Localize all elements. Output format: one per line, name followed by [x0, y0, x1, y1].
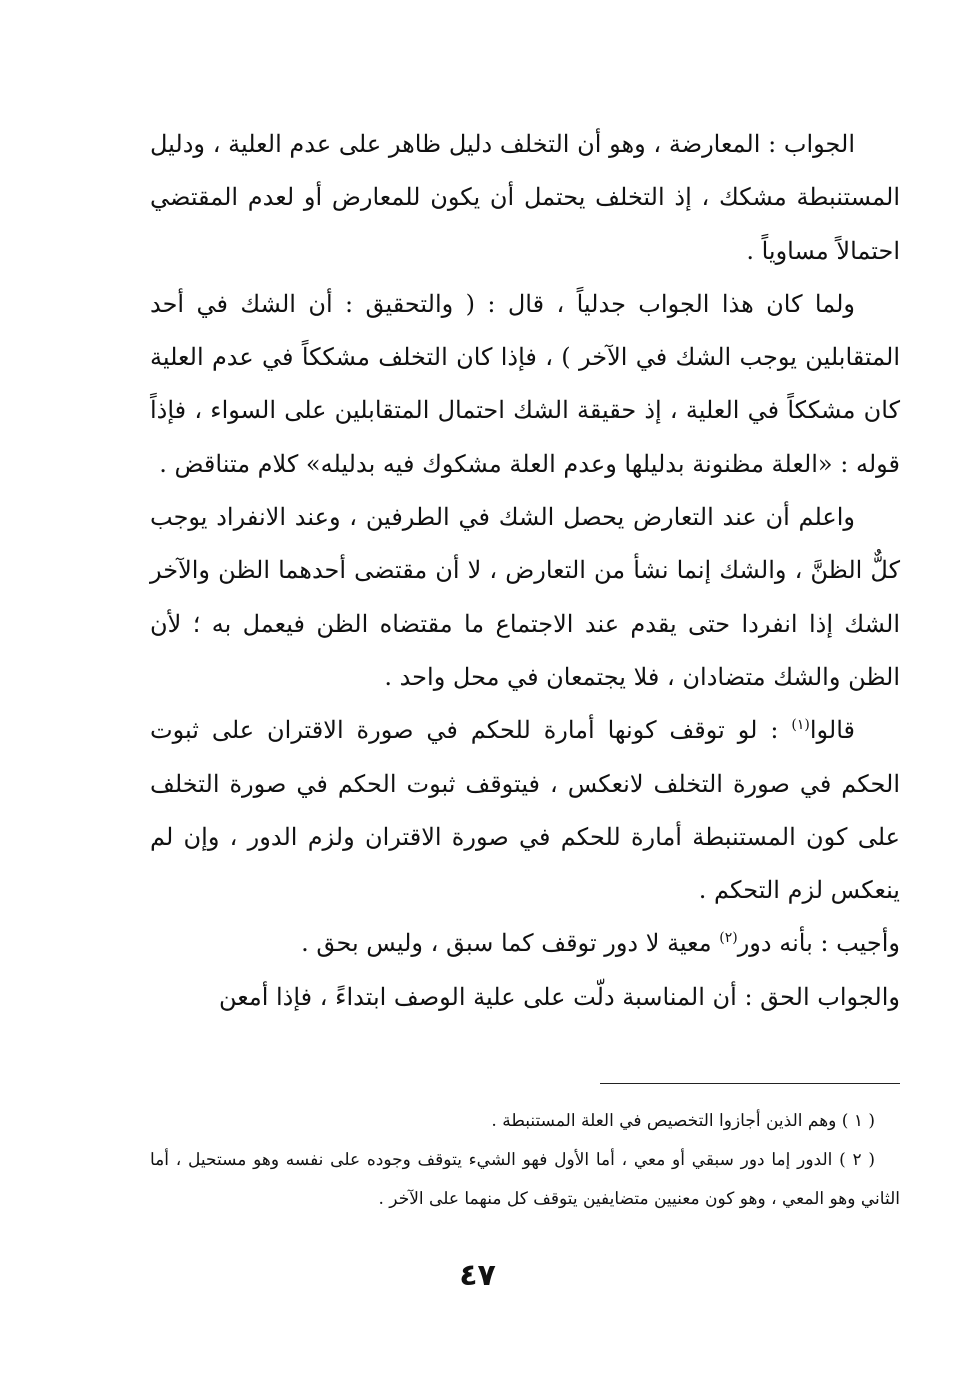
paragraph-reply — [150, 917, 900, 970]
paragraph-verification — [150, 278, 900, 491]
paragraph-text: معية لا دور توقف كما سبق ، وليس بحق . — [301, 929, 720, 958]
footnote-ref-2[interactable]: (٢) — [719, 930, 738, 947]
paragraph-true-answer — [150, 971, 900, 1024]
footnote-ref-1[interactable]: (١) — [791, 717, 810, 734]
paragraph-text: ولما كان هذا الجواب جدلياً ، قال : ( والتحقيق : أن الشك في أحد المتقابلين يوجب الشك في الآخر ) ، فإذا كان التخلف مشككاً في عدم العلية كان مشككاً في العلية ، إذ حقيقة الشك احتمال المتقابلين على السواء ، فإذاً قوله : «العلة مظنونة بدليلها وعدم العلة مشكوك فيه بدليله» كلام متناقض . — [150, 289, 900, 478]
footnote-divider — [600, 1083, 900, 1084]
paragraph-text: والجواب الحق : أن المناسبة دلّت على علية الوصف ابتداءً ، فإذا أمعن — [219, 982, 900, 1011]
paragraph-answer-opposition — [150, 118, 900, 278]
paragraph-text: واعلم أن عند التعارض يحصل الشك في الطرفين ، وعند الانفراد يوجب كلٌّ الظنَّ ، والشك إنما نشأ من التعارض ، لا أن مقتضى أحدهما الظن والآخر الشك إذا انفردا حتى يقدم عند الاجتماع ما مقتضاه الظن فيعمل به ؛ لأن الظن والشك متضادان ، فلا يجتمعان في محل واحد . — [150, 503, 900, 691]
paragraph-text: وأجيب : بأنه دور — [737, 929, 900, 958]
paragraph-text: قالوا — [809, 716, 855, 745]
paragraph-text: : لو توقف كونها أمارة للحكم في صورة الاقتران على ثبوت الحكم في صورة التخلف لانعكس ، فيتوقف ثبوت الحكم في صورة التخلف على كون المستنبطة أمارة للحكم في صورة الاقتران ولزم الدور ، وإن لم ينعكس لزم التحكم . — [150, 716, 900, 905]
page-number: ٤٧ — [459, 1258, 496, 1293]
footnotes — [150, 1102, 900, 1219]
body-text — [150, 118, 900, 1024]
paragraph-know-that — [150, 491, 900, 704]
footnote-2: ( ٢ ) الدور إما دور سبقي أو معي ، أما الأول فهو الشيء يتوقف وجوده على نفسه وهو مستحيل ، أما الثاني وهو المعي ، وهو كون معنيين متضايفين يتوقف كل منهما على الآخر . — [150, 1150, 900, 1209]
paragraph-they-said — [150, 704, 900, 917]
footnote-1: ( ١ ) وهم الذين أجازوا التخصيص في العلة المستنبطة . — [491, 1111, 875, 1131]
paragraph-text: الجواب : المعارضة ، وهو أن التخلف دليل ظاهر على عدم العلية ، ودليل المستنبطة مشكك ، إذ التخلف يحتمل أن يكون للمعارض أو لعدم المقتضي احتمالاً مساوياً . — [150, 130, 900, 265]
